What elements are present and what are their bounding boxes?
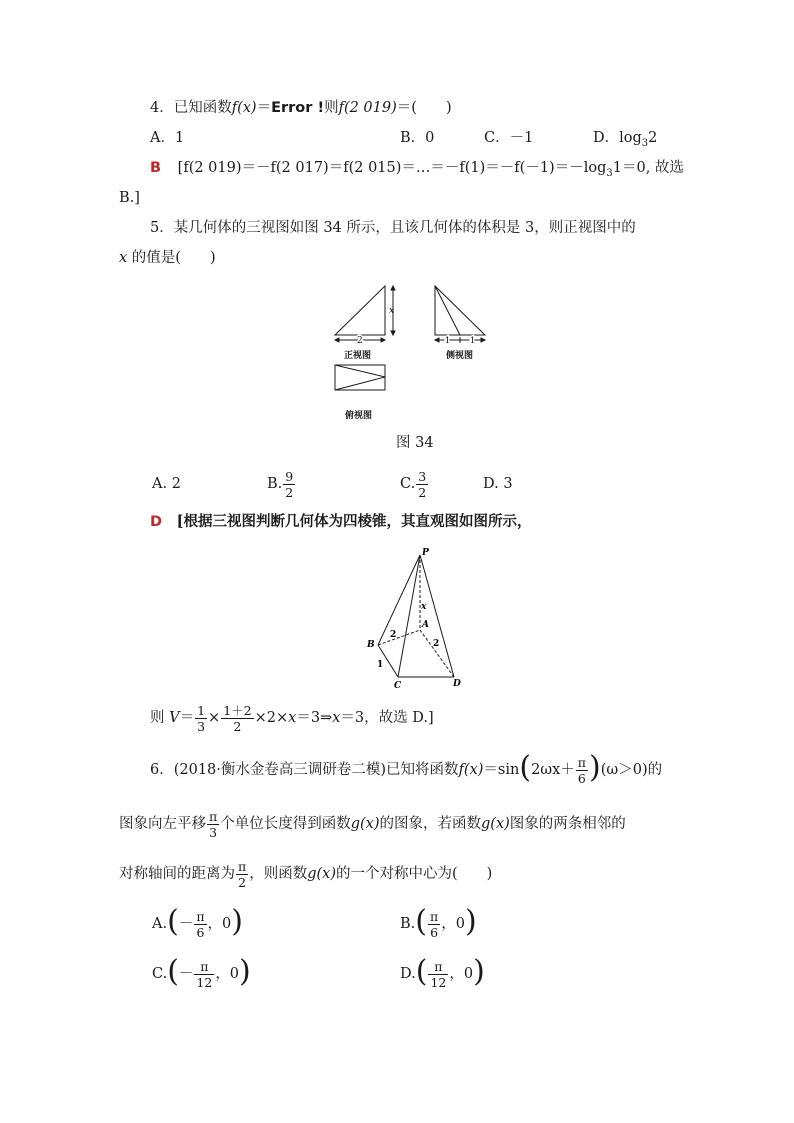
q5-option-b: B. $\frac{9}{2}$ (267, 468, 294, 500)
top-view (335, 365, 385, 390)
vertex-a: A (422, 620, 429, 630)
q5-answer: D [根据三视图判断几何体为四棱锥，其直观图如图所示， (150, 513, 532, 530)
pyramid-figure (360, 545, 470, 690)
q6-line1: 6．(2018·衡水金卷高三调研卷二模)已知将函数f(x)＝sin(2ωx＋ $\frac{\pi}{6}$ )(ω＞0)的 (150, 750, 663, 786)
q6-option-a: A.(－ $\frac{\pi}{6}$ ，0) (152, 904, 243, 940)
pyramid-x-label: x (421, 602, 427, 612)
q5-stem-line2: x 的值是( ) (119, 250, 216, 266)
q5-option-c: C. $\frac{3}{2}$ (400, 468, 427, 500)
side-view (435, 286, 485, 343)
vertex-b: B (367, 640, 375, 650)
q5-answer-letter: D (150, 514, 163, 530)
q6-line3: 对称轴间的距离为 $\frac{\pi}{2}$ ，则函数g(x)的一个对称中心为( ) (119, 858, 493, 890)
q4-answer: B [f(2 019)＝－f(2 017)＝f(2 $015)=\dots=-f(1)=-f(-1)=-\log_31=0$, 故选 (150, 160, 684, 179)
q5-stem-line1: 5．某几何体的三视图如图 34 所示，且该几何体的体积是 3，则正视图中的 (150, 220, 636, 236)
q4-option-d: D．$\log_32$ (593, 130, 658, 149)
q6-option-b: B.( $\frac{\pi}{6}$ ，0) (400, 904, 477, 940)
pyramid-edge-2b: 2 (433, 639, 440, 649)
dim-1a-label: 1 (445, 336, 451, 345)
q6-option-d: D.( $\frac{\pi}{12}$ ，0) (400, 954, 485, 990)
pyramid-edge-2a: 2 (390, 630, 397, 640)
q4-option-a: A．1 (150, 130, 185, 146)
dim-2-label: 2 (357, 336, 363, 346)
front-view-label: 正视图 (344, 351, 372, 361)
vertex-c: C (394, 681, 402, 690)
side-view-label: 侧视图 (446, 351, 474, 361)
dim-x-label: x (389, 306, 395, 316)
q4-option-b: B．0 (400, 130, 435, 146)
figure-caption: 图 34 (396, 435, 434, 451)
pyramid-edge-1: 1 (377, 660, 384, 670)
q5-option-a: A. 2 (152, 476, 181, 492)
q4-option-c: C．－1 (484, 130, 534, 146)
q5-option-d: D. 3 (483, 476, 513, 492)
q4-answer-letter: B (150, 160, 162, 176)
q4-stem: 4．已知函数f(x)＝Error !则f(2 019)＝( ) (150, 100, 452, 116)
top-view-label: 俯视图 (345, 411, 373, 421)
vertex-p: P (422, 548, 429, 558)
front-view (335, 286, 395, 342)
dim-1b-label: 1 (470, 336, 476, 345)
q5-volume-formula: 则 V＝ $\frac{1}{3}$ × $\frac{1+2}{2}$ ×2×x＝3⇒x＝3，故选 D.] (150, 702, 434, 734)
q6-line2: 图象向左平移 $\frac{\pi}{3}$ 个单位长度得到函数g(x)的图象，若函数g(x)图象的两条相邻的 (119, 808, 626, 840)
q4-answer-line2: B.] (119, 190, 140, 206)
q6-option-c: C.(－ $\frac{\pi}{12}$ ，0) (152, 954, 251, 990)
vertex-d: D (453, 679, 461, 689)
